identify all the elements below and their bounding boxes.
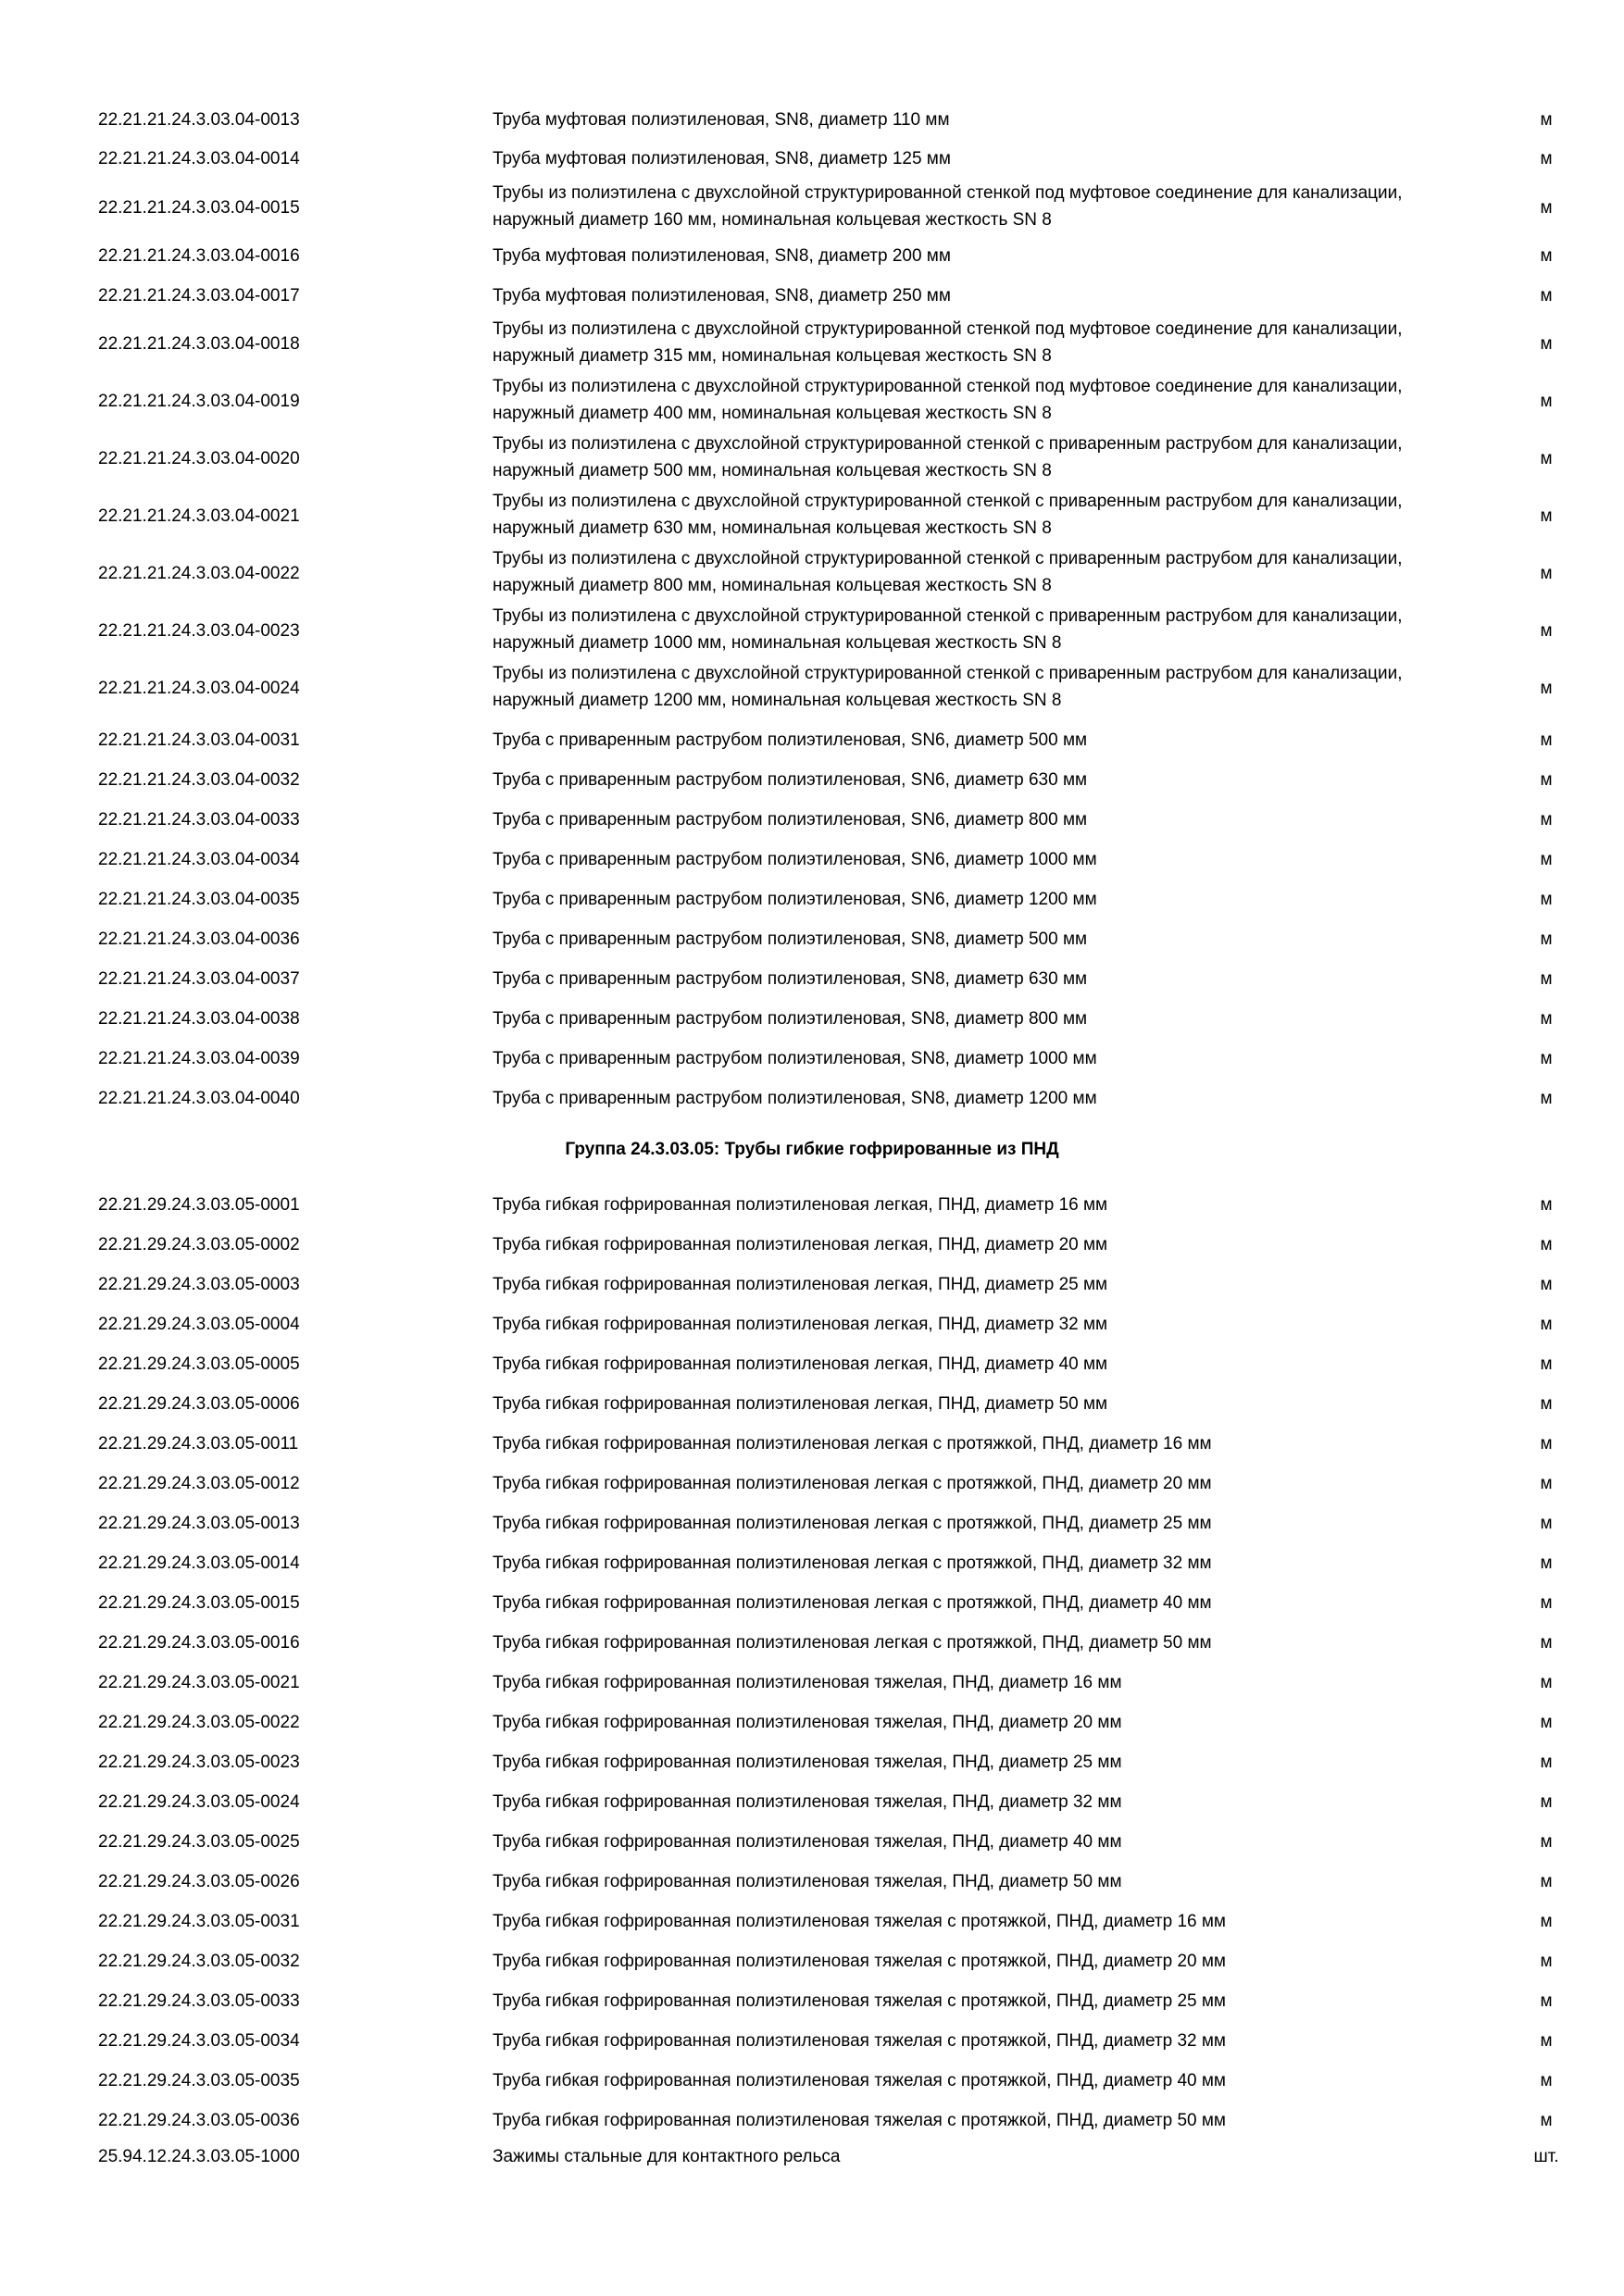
row-code: 22.21.29.24.3.03.05-0013 [98, 1514, 300, 1533]
table-row [0, 430, 1624, 488]
row-name: Труба гибкая гофрированная полиэтиленовая легкая с протяжкой, ПНД, диаметр 40 мм [493, 1593, 1212, 1613]
row-unit: м [1540, 1315, 1553, 1334]
row-name: Труба с приваренным раструбом полиэтиленовая, SN8, диаметр 500 мм [493, 930, 1088, 949]
table-row [0, 1908, 1624, 1936]
row-name: Труба с приваренным раструбом полиэтиленовая, SN6, диаметр 500 мм [493, 730, 1088, 750]
row-code: 22.21.21.24.3.03.04-0014 [98, 149, 300, 168]
row-code: 22.21.21.24.3.03.04-0018 [98, 334, 300, 354]
row-name: Труба гибкая гофрированная полиэтиленовая тяжелая с протяжкой, ПНД, диаметр 20 мм [493, 1952, 1226, 1971]
row-unit: м [1540, 1009, 1553, 1029]
row-unit: шт. [1533, 2147, 1559, 2166]
row-name: Труба гибкая гофрированная полиэтиленовая тяжелая с протяжкой, ПНД, диаметр 32 мм [493, 2031, 1226, 2051]
table-row [0, 243, 1624, 270]
row-name: Труба с приваренным раструбом полиэтиленовая, SN6, диаметр 800 мм [493, 810, 1088, 830]
table-row [0, 145, 1624, 173]
row-name: Труба гибкая гофрированная полиэтиленовая легкая, ПНД, диаметр 40 мм [493, 1354, 1108, 1374]
table-row [0, 767, 1624, 794]
row-unit: м [1540, 1394, 1553, 1414]
row-name: Труба гибкая гофрированная полиэтиленовая легкая с протяжкой, ПНД, диаметр 50 мм [493, 1633, 1212, 1653]
row-code: 22.21.21.24.3.03.04-0023 [98, 621, 300, 641]
row-unit: м [1540, 1514, 1553, 1533]
row-unit: м [1540, 1434, 1553, 1454]
table-row [0, 1351, 1624, 1379]
table-row [0, 1709, 1624, 1737]
row-unit: м [1540, 506, 1553, 526]
row-code: 22.21.29.24.3.03.05-0026 [98, 1872, 300, 1891]
table-row [0, 2028, 1624, 2055]
row-code: 22.21.29.24.3.03.05-0004 [98, 1315, 300, 1334]
table-row [0, 316, 1624, 373]
row-name: Труба с приваренным раструбом полиэтиленовая, SN8, диаметр 1000 мм [493, 1049, 1097, 1068]
row-name: Труба с приваренным раструбом полиэтиленовая, SN6, диаметр 1000 мм [493, 850, 1097, 869]
row-unit: м [1540, 1753, 1553, 1772]
table-row [0, 1271, 1624, 1299]
table-row [0, 1391, 1624, 1418]
row-unit: м [1540, 149, 1553, 168]
row-code: 22.21.21.24.3.03.04-0036 [98, 930, 300, 949]
row-name: Труба гибкая гофрированная полиэтиленовая тяжелая с протяжкой, ПНД, диаметр 50 мм [493, 2111, 1226, 2130]
row-unit: м [1540, 1713, 1553, 1732]
row-code: 22.21.21.24.3.03.04-0032 [98, 770, 300, 790]
table-row [0, 886, 1624, 914]
row-name: Труба муфтовая полиэтиленовая, SN8, диаметр 125 мм [493, 149, 951, 168]
row-name: Трубы из полиэтилена с двухслойной структурированной стенкой с приваренным раструбом для канализации, наружный диаметр 800 мм, номинальная кольцевая жесткость SN 8 [493, 549, 1403, 595]
row-unit: м [1540, 810, 1553, 830]
row-code: 22.21.21.24.3.03.04-0024 [98, 679, 300, 698]
row-code: 22.21.29.24.3.03.05-0014 [98, 1554, 300, 1573]
row-code: 22.21.29.24.3.03.05-0016 [98, 1633, 300, 1653]
table-row [0, 926, 1624, 954]
table-row [0, 1430, 1624, 1458]
row-name: Труба гибкая гофрированная полиэтиленовая легкая, ПНД, диаметр 32 мм [493, 1315, 1108, 1334]
row-name: Трубы из полиэтилена с двухслойной структурированной стенкой с приваренным раструбом для канализации, наружный диаметр 500 мм, номинальная кольцевая жесткость SN 8 [493, 434, 1403, 480]
row-code: 22.21.29.24.3.03.05-0032 [98, 1952, 300, 1971]
row-name: Труба гибкая гофрированная полиэтиленовая тяжелая с протяжкой, ПНД, диаметр 16 мм [493, 1912, 1226, 1931]
row-name: Трубы из полиэтилена с двухслойной структурированной стенкой под муфтовое соединение для канализации, наружный диаметр 315 мм, номинальная кольцевая жесткость SN 8 [493, 319, 1403, 366]
row-code: 22.21.21.24.3.03.04-0038 [98, 1009, 300, 1029]
row-code: 22.21.21.24.3.03.04-0017 [98, 286, 300, 306]
row-unit: м [1540, 850, 1553, 869]
row-unit: м [1540, 246, 1553, 266]
table-row [0, 1629, 1624, 1657]
table-row [0, 1085, 1624, 1113]
row-name: Труба гибкая гофрированная полиэтиленовая тяжелая, ПНД, диаметр 20 мм [493, 1713, 1122, 1732]
table-row [0, 2067, 1624, 2095]
row-code: 22.21.29.24.3.03.05-0001 [98, 1195, 300, 1215]
table-row [0, 603, 1624, 660]
row-unit: м [1540, 770, 1553, 790]
table-row [0, 1868, 1624, 1896]
row-name: Трубы из полиэтилена с двухслойной структурированной стенкой под муфтовое соединение для канализации, наружный диаметр 400 мм, номинальная кольцевая жесткость SN 8 [493, 377, 1403, 423]
row-unit: м [1540, 1235, 1553, 1254]
row-name: Труба гибкая гофрированная полиэтиленовая легкая с протяжкой, ПНД, диаметр 16 мм [493, 1434, 1212, 1454]
row-unit: м [1540, 969, 1553, 989]
table-row [0, 2107, 1624, 2135]
table-row [0, 373, 1624, 430]
row-unit: м [1540, 1912, 1553, 1931]
row-unit: м [1540, 1952, 1553, 1971]
table-row [0, 966, 1624, 993]
row-unit: м [1540, 1049, 1553, 1068]
row-code: 22.21.29.24.3.03.05-0005 [98, 1354, 300, 1374]
row-name: Труба гибкая гофрированная полиэтиленовая тяжелая с протяжкой, ПНД, диаметр 25 мм [493, 1991, 1226, 2011]
row-code: 22.21.29.24.3.03.05-0011 [98, 1434, 299, 1454]
row-name: Труба гибкая гофрированная полиэтиленовая тяжелая, ПНД, диаметр 32 мм [493, 1792, 1122, 1812]
table-row [0, 1045, 1624, 1073]
row-name: Труба муфтовая полиэтиленовая, SN8, диаметр 110 мм [493, 110, 950, 130]
row-name: Труба гибкая гофрированная полиэтиленовая легкая, ПНД, диаметр 50 мм [493, 1394, 1108, 1414]
row-code: 25.94.12.24.3.03.05-1000 [98, 2147, 300, 2166]
row-code: 22.21.21.24.3.03.04-0034 [98, 850, 300, 869]
row-unit: м [1540, 198, 1553, 218]
row-name: Труба с приваренным раструбом полиэтиленовая, SN8, диаметр 630 мм [493, 969, 1088, 989]
row-unit: м [1540, 2031, 1553, 2051]
row-unit: м [1540, 1275, 1553, 1294]
row-code: 22.21.21.24.3.03.04-0015 [98, 198, 300, 218]
row-code: 22.21.21.24.3.03.04-0013 [98, 110, 300, 130]
table-row [0, 1988, 1624, 2015]
row-name: Труба гибкая гофрированная полиэтиленовая тяжелая, ПНД, диаметр 50 мм [493, 1872, 1122, 1891]
row-code: 22.21.21.24.3.03.04-0019 [98, 392, 300, 411]
table-row [0, 1231, 1624, 1259]
row-name: Труба гибкая гофрированная полиэтиленовая тяжелая, ПНД, диаметр 40 мм [493, 1832, 1122, 1852]
row-name: Труба гибкая гофрированная полиэтиленовая легкая, ПНД, диаметр 25 мм [493, 1275, 1108, 1294]
row-code: 22.21.29.24.3.03.05-0033 [98, 1991, 300, 2011]
table-row [0, 660, 1624, 718]
row-code: 22.21.29.24.3.03.05-0023 [98, 1753, 300, 1772]
row-name: Трубы из полиэтилена с двухслойной структурированной стенкой с приваренным раструбом для канализации, наружный диаметр 630 мм, номинальная кольцевая жесткость SN 8 [493, 492, 1403, 538]
row-code: 22.21.21.24.3.03.04-0016 [98, 246, 300, 266]
row-code: 22.21.29.24.3.03.05-0002 [98, 1235, 300, 1254]
row-code: 22.21.29.24.3.03.05-0024 [98, 1792, 300, 1812]
table-row [0, 727, 1624, 755]
table-row [0, 1192, 1624, 1219]
row-name: Трубы из полиэтилена с двухслойной структурированной стенкой с приваренным раструбом для канализации, наружный диаметр 1200 мм, номинальная кольцевая жесткость SN 8 [493, 664, 1403, 710]
row-unit: м [1540, 1474, 1553, 1493]
row-name: Труба гибкая гофрированная полиэтиленовая легкая, ПНД, диаметр 20 мм [493, 1235, 1108, 1254]
row-unit: м [1540, 1089, 1553, 1108]
row-code: 22.21.29.24.3.03.05-0034 [98, 2031, 300, 2051]
row-code: 22.21.21.24.3.03.04-0040 [98, 1089, 300, 1108]
row-name: Труба гибкая гофрированная полиэтиленовая легкая с протяжкой, ПНД, диаметр 20 мм [493, 1474, 1212, 1493]
row-unit: м [1540, 930, 1553, 949]
table-row [0, 1948, 1624, 1976]
table-row [0, 1590, 1624, 1617]
row-code: 22.21.21.24.3.03.04-0037 [98, 969, 300, 989]
table-row [0, 180, 1624, 237]
row-name: Труба гибкая гофрированная полиэтиленовая тяжелая с протяжкой, ПНД, диаметр 40 мм [493, 2071, 1226, 2090]
row-unit: м [1540, 564, 1553, 583]
row-code: 22.21.21.24.3.03.04-0020 [98, 449, 300, 468]
row-unit: м [1540, 1792, 1553, 1812]
row-unit: м [1540, 1633, 1553, 1653]
row-name: Труба с приваренным раструбом полиэтиленовая, SN8, диаметр 1200 мм [493, 1089, 1097, 1108]
row-unit: м [1540, 1195, 1553, 1215]
row-name: Труба гибкая гофрированная полиэтиленовая легкая, ПНД, диаметр 16 мм [493, 1195, 1108, 1215]
row-unit: м [1540, 1554, 1553, 1573]
row-code: 22.21.21.24.3.03.04-0039 [98, 1049, 300, 1068]
row-unit: м [1540, 286, 1553, 306]
row-unit: м [1540, 2111, 1553, 2130]
table-row [0, 282, 1624, 310]
row-code: 22.21.21.24.3.03.04-0035 [98, 890, 300, 909]
table-row [0, 1749, 1624, 1777]
row-code: 22.21.29.24.3.03.05-0035 [98, 2071, 300, 2090]
row-code: 22.21.29.24.3.03.05-0006 [98, 1394, 300, 1414]
row-code: 22.21.29.24.3.03.05-0003 [98, 1275, 300, 1294]
table-row [0, 1005, 1624, 1033]
table-row [0, 106, 1624, 134]
table-row [0, 1510, 1624, 1538]
table-row [0, 488, 1624, 545]
row-unit: м [1540, 730, 1553, 750]
row-name: Труба гибкая гофрированная полиэтиленовая тяжелая, ПНД, диаметр 25 мм [493, 1753, 1122, 1772]
row-unit: м [1540, 1673, 1553, 1692]
row-unit: м [1540, 2071, 1553, 2090]
row-unit: м [1540, 1872, 1553, 1891]
table-row [0, 846, 1624, 874]
row-unit: м [1540, 621, 1553, 641]
group-heading: Группа 24.3.03.05: Трубы гибкие гофрированные из ПНД [565, 1140, 1059, 1159]
row-unit: м [1540, 890, 1553, 909]
row-unit: м [1540, 449, 1553, 468]
row-code: 22.21.21.24.3.03.04-0033 [98, 810, 300, 830]
row-name: Трубы из полиэтилена с двухслойной структурированной стенкой с приваренным раструбом для канализации, наружный диаметр 1000 мм, номинальная кольцевая жесткость SN 8 [493, 606, 1403, 653]
table-row [0, 806, 1624, 834]
row-unit: м [1540, 334, 1553, 354]
row-unit: м [1540, 679, 1553, 698]
row-unit: м [1540, 1593, 1553, 1613]
table-row [0, 1550, 1624, 1578]
row-name: Зажимы стальные для контактного рельса [493, 2147, 841, 2166]
row-name: Труба гибкая гофрированная полиэтиленовая легкая с протяжкой, ПНД, диаметр 25 мм [493, 1514, 1212, 1533]
row-code: 22.21.29.24.3.03.05-0015 [98, 1593, 300, 1613]
row-name: Труба с приваренным раструбом полиэтиленовая, SN8, диаметр 800 мм [493, 1009, 1088, 1029]
table-row [0, 545, 1624, 603]
table-row [0, 2143, 1624, 2171]
table-row [0, 1669, 1624, 1697]
row-code: 22.21.29.24.3.03.05-0036 [98, 2111, 300, 2130]
row-code: 22.21.21.24.3.03.04-0031 [98, 730, 300, 750]
row-name: Трубы из полиэтилена с двухслойной структурированной стенкой под муфтовое соединение для канализации, наружный диаметр 160 мм, номинальная кольцевая жесткость SN 8 [493, 183, 1403, 230]
row-code: 22.21.29.24.3.03.05-0022 [98, 1713, 300, 1732]
row-name: Труба муфтовая полиэтиленовая, SN8, диаметр 200 мм [493, 246, 951, 266]
row-unit: м [1540, 1832, 1553, 1852]
row-unit: м [1540, 110, 1553, 130]
row-unit: м [1540, 1991, 1553, 2011]
row-code: 22.21.29.24.3.03.05-0021 [98, 1673, 300, 1692]
row-name: Труба гибкая гофрированная полиэтиленовая тяжелая, ПНД, диаметр 16 мм [493, 1673, 1122, 1692]
row-code: 22.21.29.24.3.03.05-0025 [98, 1832, 300, 1852]
row-name: Труба с приваренным раструбом полиэтиленовая, SN6, диаметр 630 мм [493, 770, 1088, 790]
table-row [0, 1311, 1624, 1339]
row-name: Труба с приваренным раструбом полиэтиленовая, SN6, диаметр 1200 мм [493, 890, 1097, 909]
row-code: 22.21.29.24.3.03.05-0012 [98, 1474, 300, 1493]
row-unit: м [1540, 1354, 1553, 1374]
row-name: Труба гибкая гофрированная полиэтиленовая легкая с протяжкой, ПНД, диаметр 32 мм [493, 1554, 1212, 1573]
row-code: 22.21.21.24.3.03.04-0021 [98, 506, 300, 526]
table-row [0, 1470, 1624, 1498]
row-name: Труба муфтовая полиэтиленовая, SN8, диаметр 250 мм [493, 286, 951, 306]
row-code: 22.21.21.24.3.03.04-0022 [98, 564, 300, 583]
row-code: 22.21.29.24.3.03.05-0031 [98, 1912, 300, 1931]
row-unit: м [1540, 392, 1553, 411]
table-row [0, 1828, 1624, 1856]
table-row [0, 1789, 1624, 1816]
